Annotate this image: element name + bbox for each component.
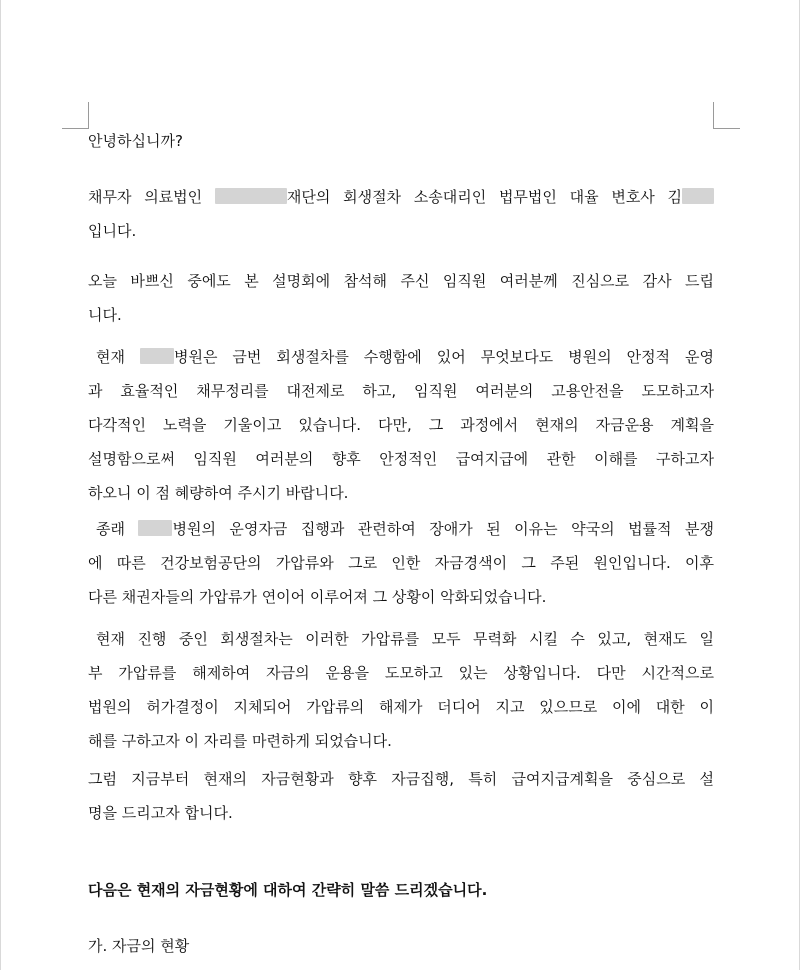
intro-line-2: 입니다. xyxy=(88,222,137,240)
para2-line-3: 다른 채권자들의 가압류가 연이어 이루어져 그 상황이 악화되었습니다. xyxy=(88,588,547,606)
greeting-paragraph xyxy=(88,124,714,158)
para3-line-3: 법원의 허가결정이 지체되어 가압류의 해제가 더디어 지고 있으므로 이에 대한 이 xyxy=(88,698,714,716)
redacted-name xyxy=(215,188,287,204)
para1-line-2: 과 효율적인 채무정리를 대전제로 하고, 임직원 여러분의 고용안전을 도모하고자 xyxy=(88,382,714,400)
margin-corner-mark-right xyxy=(713,102,740,129)
section-heading-text: 가. 자금의 현황 xyxy=(88,937,190,955)
para1-line-4: 설명함으로써 임직원 여러분의 향후 안정적인 급여지급에 관한 이해를 구하고자 xyxy=(88,450,714,468)
summary-announcement-text: 다음은 현재의 자금현황에 대하여 간략히 말씀 드리겠습니다. xyxy=(88,881,488,899)
paragraph-3 xyxy=(88,622,714,758)
redacted-hospital-name xyxy=(140,348,174,364)
para1-line-1: 현재 병원은 금번 회생절차를 수행함에 있어 무엇보다도 병원의 안정적 운영 xyxy=(96,348,715,366)
intro-line-1: 채무자 의료법인 재단의 회생절차 소송대리인 법무법인 대율 변호사 김 xyxy=(88,180,714,214)
redacted-lawyer-name xyxy=(682,188,714,204)
para1-line-5: 하오니 이 점 혜량하여 주시기 바랍니다. xyxy=(88,484,349,502)
thanks-line-2: 니다. xyxy=(88,306,122,324)
para2-line-1: 종래 병원의 운영자금 집행과 관련하여 장애가 된 이유는 약국의 법률적 분쟁 xyxy=(96,520,714,538)
thanks-line-1: 오늘 바쁘신 중에도 본 설명회에 참석해 주신 임직원 여러분께 진심으로 감사 드립 xyxy=(88,272,714,290)
para4-line-1: 그럼 지금부터 현재의 자금현황과 향후 자금집행, 특히 급여지급계획을 중심으로 설 xyxy=(88,770,714,788)
para3-line-2: 부 가압류를 해제하여 자금의 운용을 도모하고 있는 상황입니다. 다만 시간적으로 xyxy=(88,664,714,682)
para1-line-3: 다각적인 노력을 기울이고 있습니다. 다만, 그 과정에서 현재의 자금운용 계획을 xyxy=(88,416,714,434)
margin-corner-mark-left xyxy=(62,102,89,129)
para3-line-4: 해를 구하고자 이 자리를 마련하게 되었습니다. xyxy=(88,732,392,750)
paragraph-1 xyxy=(88,340,714,510)
para2-line-2: 에 따른 건강보험공단의 가압류와 그로 인한 자금경색이 그 주된 원인입니다. 이후 xyxy=(88,554,714,572)
para4-line-2: 명을 드리고자 합니다. xyxy=(88,804,233,822)
paragraph-4 xyxy=(88,762,714,830)
paragraph-2 xyxy=(88,512,714,614)
greeting-text: 안녕하십니까? xyxy=(88,132,183,150)
redacted-hospital-name xyxy=(138,520,172,536)
summary-announcement xyxy=(88,873,714,907)
thanks-paragraph xyxy=(88,264,714,332)
intro-paragraph xyxy=(88,180,714,248)
para3-line-1: 현재 진행 중인 회생절차는 이러한 가압류를 모두 무력화 시킬 수 있고, 현재도 일 xyxy=(96,630,714,648)
section-heading xyxy=(88,929,714,963)
